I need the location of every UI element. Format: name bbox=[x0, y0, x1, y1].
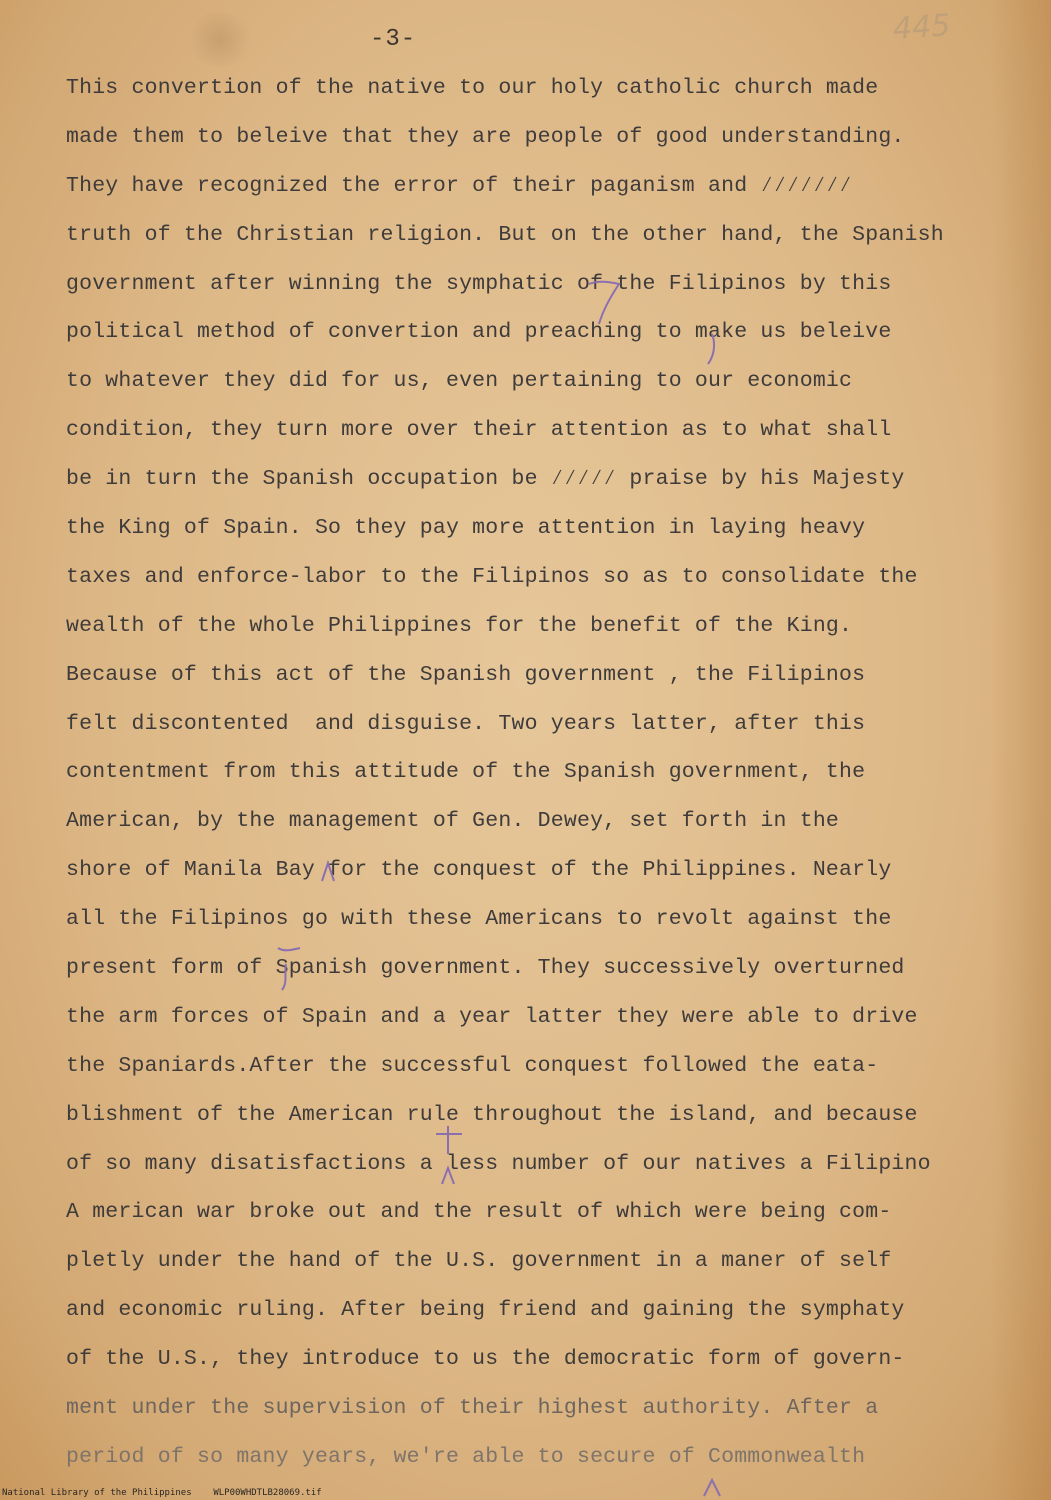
text-line: the arm forces of Spain and a year latter they were able to drive bbox=[66, 1004, 918, 1029]
text-line: of the U.S., they introduce to us the democratic form of govern- bbox=[66, 1347, 905, 1372]
text-line: be in turn the Spanish occupation be ∕∕∕∕∕ praise by his Majesty bbox=[66, 467, 905, 492]
pen-correction-mark bbox=[585, 278, 625, 328]
text-line: period of so many years, we're able to secure of Commonwealth bbox=[66, 1444, 866, 1469]
text-line: This convertion of the native to our holy catholic church made bbox=[66, 76, 879, 100]
text-line: wealth of the whole Philippines for the benefit of the King. bbox=[66, 613, 853, 638]
text-line: of so many disatisfactions a less number of our natives a Filipino bbox=[66, 1151, 931, 1176]
pen-caret-mark bbox=[272, 944, 306, 994]
text-line: blishment of the American rule throughout the island, and because bbox=[66, 1102, 918, 1127]
text-line: condition, they turn more over their attention as to what shall bbox=[66, 418, 892, 443]
archive-credit-line: National Library of the Philippines WLP00WHDTLB28069.tif bbox=[2, 1488, 322, 1498]
text-line: government after winning the symphatic of the Filipinos by this bbox=[66, 271, 892, 296]
text-line: They have recognized the error of their paganism and ∕∕∕∕∕∕∕ bbox=[66, 173, 853, 198]
text-line: all the Filipinos go with these Americans to revolt against the bbox=[66, 907, 892, 932]
text-line: felt discontented and disguise. Two years latter, after this bbox=[66, 711, 866, 736]
text-line: the King of Spain. So they pay more attention in laying heavy bbox=[66, 516, 866, 541]
text-line: truth of the Christian religion. But on the other hand, the Spanish bbox=[66, 222, 944, 247]
text-line: taxes and enforce-labor to the Filipinos so as to consolidate the bbox=[66, 564, 918, 589]
pen-caret-mark bbox=[318, 855, 338, 885]
text-line: Because of this act of the Spanish government , the Filipinos bbox=[66, 662, 866, 687]
pen-insertion-mark bbox=[428, 1124, 468, 1194]
folio-number: 445 bbox=[891, 8, 952, 47]
text-line: ment under the supervision of their highest authority. After a bbox=[66, 1396, 879, 1421]
text-line: shore of Manila Bay for the conquest of the Philippines. Nearly bbox=[66, 858, 892, 883]
paper-stain bbox=[185, 12, 255, 67]
text-line: present form of Spanish government. They successively overturned bbox=[66, 956, 905, 981]
text-line: the Spaniards.After the successful conquest followed the eata- bbox=[66, 1053, 879, 1078]
text-line: A merican war broke out and the result of which were being com- bbox=[66, 1200, 892, 1225]
text-line: and economic ruling. After being friend and gaining the symphaty bbox=[66, 1298, 905, 1323]
text-line: pletly under the hand of the U.S. government in a maner of self bbox=[66, 1249, 892, 1274]
pen-bracket-mark bbox=[702, 332, 722, 368]
text-line: made them to beleive that they are people of good understanding. bbox=[66, 124, 905, 149]
page-number: -3- bbox=[370, 26, 417, 53]
typed-text-body bbox=[66, 68, 1036, 1486]
text-line: to whatever they did for us, even pertaining to our economic bbox=[66, 369, 853, 394]
text-line: American, by the management of Gen. Dewey, set forth in the bbox=[66, 809, 840, 834]
text-line: political method of convertion and preaching to make us beleive bbox=[66, 320, 892, 345]
text-line: contentment from this attitude of the Spanish government, the bbox=[66, 760, 866, 785]
pen-caret-mark bbox=[700, 1474, 724, 1498]
